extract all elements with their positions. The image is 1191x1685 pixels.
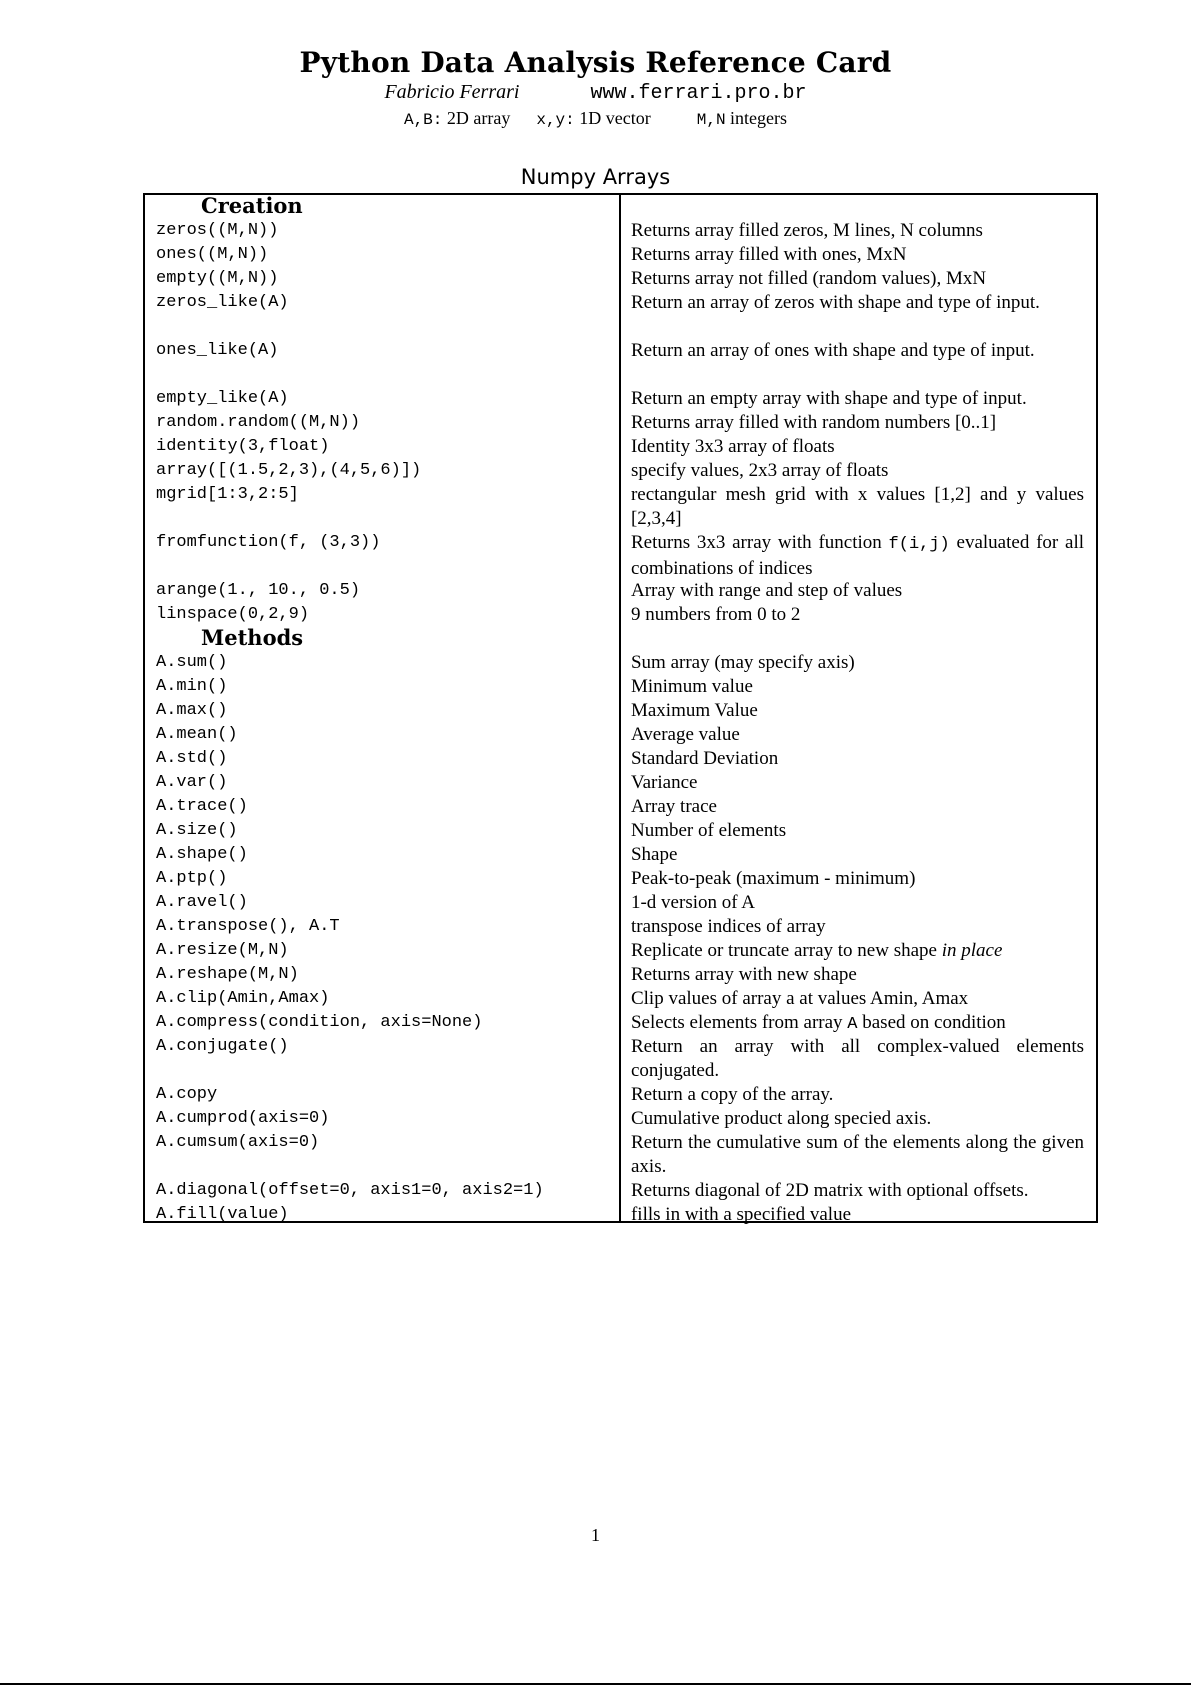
notation-legend (0, 106, 1191, 132)
command-cell: mgrid[1:3,2:5] (156, 485, 299, 504)
notation-meaning: integers (730, 108, 788, 128)
command-cell: fromfunction(f, (3,3)) (156, 533, 381, 552)
author-name: Fabricio Ferrari (384, 81, 520, 103)
byline (0, 80, 1191, 106)
description-text: Replicate or truncate array to new shape (630, 940, 942, 961)
command-cell: A.ptp() (156, 869, 228, 888)
italic-text: in place (941, 940, 1003, 961)
description-cell: Minimum value (630, 676, 753, 697)
description-cell: Returns array not filled (random values), MxN (630, 268, 987, 289)
command-cell: A.cumprod(axis=0) (156, 1109, 330, 1128)
description-cell: Return an array with all complex-valued elements conjugated. (630, 1036, 1084, 1081)
command-cell: A.copy (156, 1085, 218, 1104)
description-cell: Return an empty array with shape and type of input. (630, 388, 1027, 409)
description-cell: Returns array filled zeros, M lines, N columns (630, 220, 983, 241)
inline-code: A (847, 1015, 858, 1034)
description-cell: Number of elements (630, 820, 787, 841)
notation-symbol: M,N (696, 111, 726, 129)
page-number: 1 (591, 1525, 600, 1545)
description-cell (619, 1011, 1096, 1035)
command-cell: zeros((M,N)) (156, 221, 279, 240)
description-cell: Sum array (may specify axis) (630, 652, 855, 673)
description-cell: Returns diagonal of 2D matrix with optional offsets. (630, 1180, 1029, 1201)
command-cell: A.cumsum(axis=0) (156, 1133, 320, 1152)
section-title: Numpy Arrays (520, 165, 671, 189)
description-cell: Return the cumulative sum of the elements along the given axis. (630, 1132, 1084, 1177)
command-cell: zeros_like(A) (156, 293, 289, 312)
command-cell: random.random((M,N)) (156, 413, 361, 432)
command-cell: A.sum() (156, 653, 228, 672)
command-cell: A.diagonal(offset=0, axis1=0, axis2=1) (156, 1181, 544, 1200)
notation-symbol: x,y: (536, 111, 575, 129)
notation-meaning: 2D array (446, 108, 511, 128)
reference-table (143, 193, 1098, 1223)
command-cell: A.max() (156, 701, 228, 720)
description-text: evaluated for all combinations of indices (630, 532, 1084, 579)
description-cell: Returns array with new shape (630, 964, 857, 985)
command-cell: ones_like(A) (156, 341, 279, 360)
description-cell: specify values, 2x3 array of floats (630, 460, 889, 481)
command-cell: A.ravel() (156, 893, 248, 912)
description-cell: Return an array of zeros with shape and type of input. (630, 292, 1040, 313)
description-text: based on condition (857, 1012, 1006, 1033)
notation-meaning: 1D vector (579, 108, 651, 128)
description-cell: fills in with a specified value (630, 1204, 852, 1225)
description-cell: rectangular mesh grid with x values [1,2] and y values [2,3,4] (630, 484, 1084, 529)
document-title: Python Data Analysis Reference Card (299, 46, 892, 79)
command-cell: identity(3,float) (156, 437, 330, 456)
command-cell: A.conjugate() (156, 1037, 289, 1056)
description-cell: Clip values of array a at values Amin, Amax (630, 988, 969, 1009)
description-cell: Return an array of ones with shape and type of input. (630, 340, 1035, 361)
description-cell: Array trace (630, 796, 717, 817)
command-cell: A.clip(Amin,Amax) (156, 989, 330, 1008)
description-text: Selects elements from array (630, 1012, 848, 1033)
description-cell: Cumulative product along specied axis. (630, 1108, 932, 1129)
description-cell: Peak-to-peak (maximum - minimum) (630, 868, 916, 889)
description-cell: Standard Deviation (630, 748, 779, 769)
description-cell: Maximum Value (630, 700, 758, 721)
command-cell: A.fill(value) (156, 1205, 289, 1224)
description-cell: transpose indices of array (630, 916, 826, 937)
subsection-heading-creation: Creation (201, 193, 303, 218)
subsection-heading-methods: Methods (201, 625, 304, 650)
description-cell: Array with range and step of values (630, 580, 903, 601)
description-cell: Average value (630, 724, 740, 745)
command-cell: A.trace() (156, 797, 248, 816)
command-cell: empty_like(A) (156, 389, 289, 408)
title-block (0, 46, 1191, 132)
command-cell: A.reshape(M,N) (156, 965, 299, 984)
command-cell: arange(1., 10., 0.5) (156, 581, 361, 600)
command-cell: linspace(0,2,9) (156, 605, 310, 624)
inline-code: f(i,j) (888, 535, 950, 554)
description-text: Returns 3x3 array with function (630, 532, 889, 553)
command-cell: empty((M,N)) (156, 269, 279, 288)
description-cell: Returns array filled with ones, MxN (630, 244, 907, 265)
description-cell (619, 939, 1096, 963)
website-link[interactable]: www.ferrari.pro.br (590, 82, 807, 105)
description-cell: Variance (630, 772, 698, 793)
notation-symbol: A,B: (403, 111, 443, 129)
column-divider (619, 195, 621, 1221)
command-cell: A.transpose(), A.T (156, 917, 340, 936)
command-cell: A.var() (156, 773, 228, 792)
description-cell: Returns array filled with random numbers [0..1] (630, 412, 997, 433)
command-cell: ones((M,N)) (156, 245, 269, 264)
description-cell: Return a copy of the array. (630, 1084, 834, 1105)
description-cell: 1-d version of A (630, 892, 755, 913)
command-cell: A.std() (156, 749, 228, 768)
command-cell: A.resize(M,N) (156, 941, 289, 960)
description-cell: Shape (630, 844, 678, 865)
command-cell: A.size() (156, 821, 238, 840)
description-cell (619, 531, 1096, 579)
description-cell: 9 numbers from 0 to 2 (630, 604, 801, 625)
command-cell: A.compress(condition, axis=None) (156, 1013, 483, 1032)
command-cell: A.mean() (156, 725, 238, 744)
description-cell: Identity 3x3 array of floats (630, 436, 835, 457)
command-cell: A.min() (156, 677, 228, 696)
command-cell: A.shape() (156, 845, 248, 864)
command-cell: array([(1.5,2,3),(4,5,6)]) (156, 461, 422, 480)
